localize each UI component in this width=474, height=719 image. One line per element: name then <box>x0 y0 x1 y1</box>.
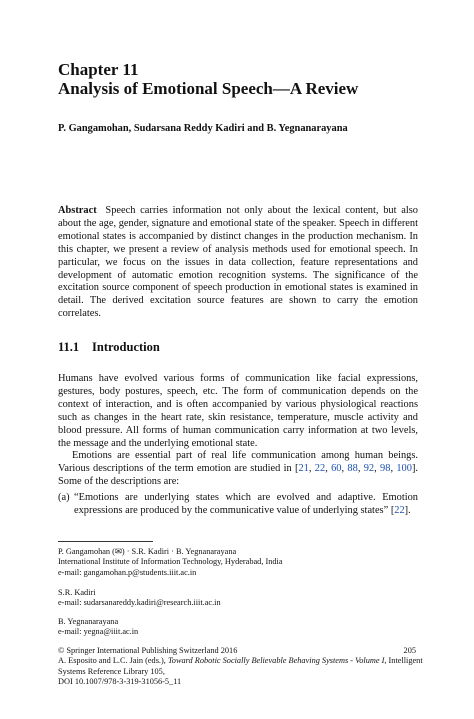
copyright: © Springer International Publishing Switzerland 2016 <box>58 646 238 655</box>
citation-link[interactable]: 22 <box>394 504 405 516</box>
section-heading <box>58 340 160 355</box>
section-number: 11.1 <box>58 340 80 354</box>
abstract-text: Speech carries information not only about the lexical content, but also about the age, gender, signature and emotional state of the speaker. Speech in different emotional states is accompanied by distinct changes in the production mechanism. In this chapter, we present a review of analysis methods used for emotional speech. In particular, we focus on the issues in data collection, feature representations and development of automatic emotion recognition systems. The significance of the excitation source component of speech production in emotional states is examined in detail. The derived excitation source features are shown to carry the emotion correlates. <box>58 205 418 320</box>
footnote-email-3: e-mail: yegna@iiit.ac.in <box>58 627 139 637</box>
paragraph-2-text: Emotions are essential part of real life communication among human beings. Various descriptions of the term emotion are studied in [ <box>58 450 418 474</box>
abstract-heading: Abstract <box>58 205 97 216</box>
citation-link[interactable]: 88 <box>347 462 358 474</box>
footnote-affiliation-3 <box>58 617 428 638</box>
citation-link[interactable]: 21 <box>298 462 309 474</box>
paragraph-2-end: ]. Some of the descriptions are: <box>58 462 419 487</box>
book-title-part1: Toward Robotic Socially Believable Behaving Systems - Volume I <box>167 656 385 666</box>
footnote-author-3: B. Yegnanarayana <box>58 617 119 626</box>
citation-link[interactable]: 60 <box>331 462 342 474</box>
footnote-divider <box>58 541 153 542</box>
citation-link[interactable]: 92 <box>363 462 375 474</box>
chapter-label: Chapter 11 <box>58 60 139 79</box>
page-number: 205 <box>403 646 416 655</box>
footnote-affiliation-1 <box>58 547 428 578</box>
list-item-text: “Emotions are underlying states which are evolved and adaptive. Emotion expressions are produced by the communicative value of underlying states” [22]. <box>74 492 418 516</box>
paragraph-2: Emotions are essential part of real life communication among human beings. Various descriptions of the term emotion are studied in [21, 22, 60, 88, 92, 98, 100]. Some of the descriptions are: <box>58 450 419 487</box>
footnote-email-2: e-mail: sudarsanareddy.kadiri@research.iiit.ac.in <box>58 598 221 608</box>
paragraph-1: Humans have evolved various forms of communication like facial expressions, gestures, body postures, speech, etc. The form of communication depends on the context of interaction, and is often accompanied by various physiological reactions such as changes in the heart rate, skin resistance, temperature, muscle activity and blood pressure. All forms of human communication carry information at two levels, the message and the underlying emotional state. <box>58 373 418 449</box>
citation-link[interactable]: 98 <box>380 462 391 474</box>
citation-link[interactable]: 100 <box>396 462 412 474</box>
list-item <box>58 492 418 518</box>
footnote-institute: International Institute of Information Technology, Hyderabad, India <box>58 557 283 567</box>
list-item-label: (a) <box>58 492 70 503</box>
footnote-authors: P. Gangamohan (✉) · S.R. Kadiri · B. Yegnanarayana <box>58 547 237 556</box>
footnote-affiliation-2 <box>58 588 428 609</box>
abstract <box>58 205 418 321</box>
footnote-author-2: S.R. Kadiri <box>58 588 96 597</box>
footnote-email-1: e-mail: gangamohan.p@students.iiit.ac.in <box>58 567 197 577</box>
authors: P. Gangamohan, Sudarsana Reddy Kadiri and B. Yegnanarayana <box>58 123 348 134</box>
section-title: Introduction <box>92 340 160 354</box>
doi: DOI 10.1007/978-3-319-31056-5_11 <box>58 677 182 687</box>
chapter-title: Analysis of Emotional Speech—A Review <box>58 79 359 98</box>
editors-line: A. Esposito and L.C. Jain (eds.), Toward Robotic Socially Believable Behaving Systems - Volume I, Intelligent Systems Reference Library 105, <box>58 656 423 676</box>
footnote-publication <box>58 646 428 688</box>
citation-link[interactable]: 22 <box>314 462 326 474</box>
